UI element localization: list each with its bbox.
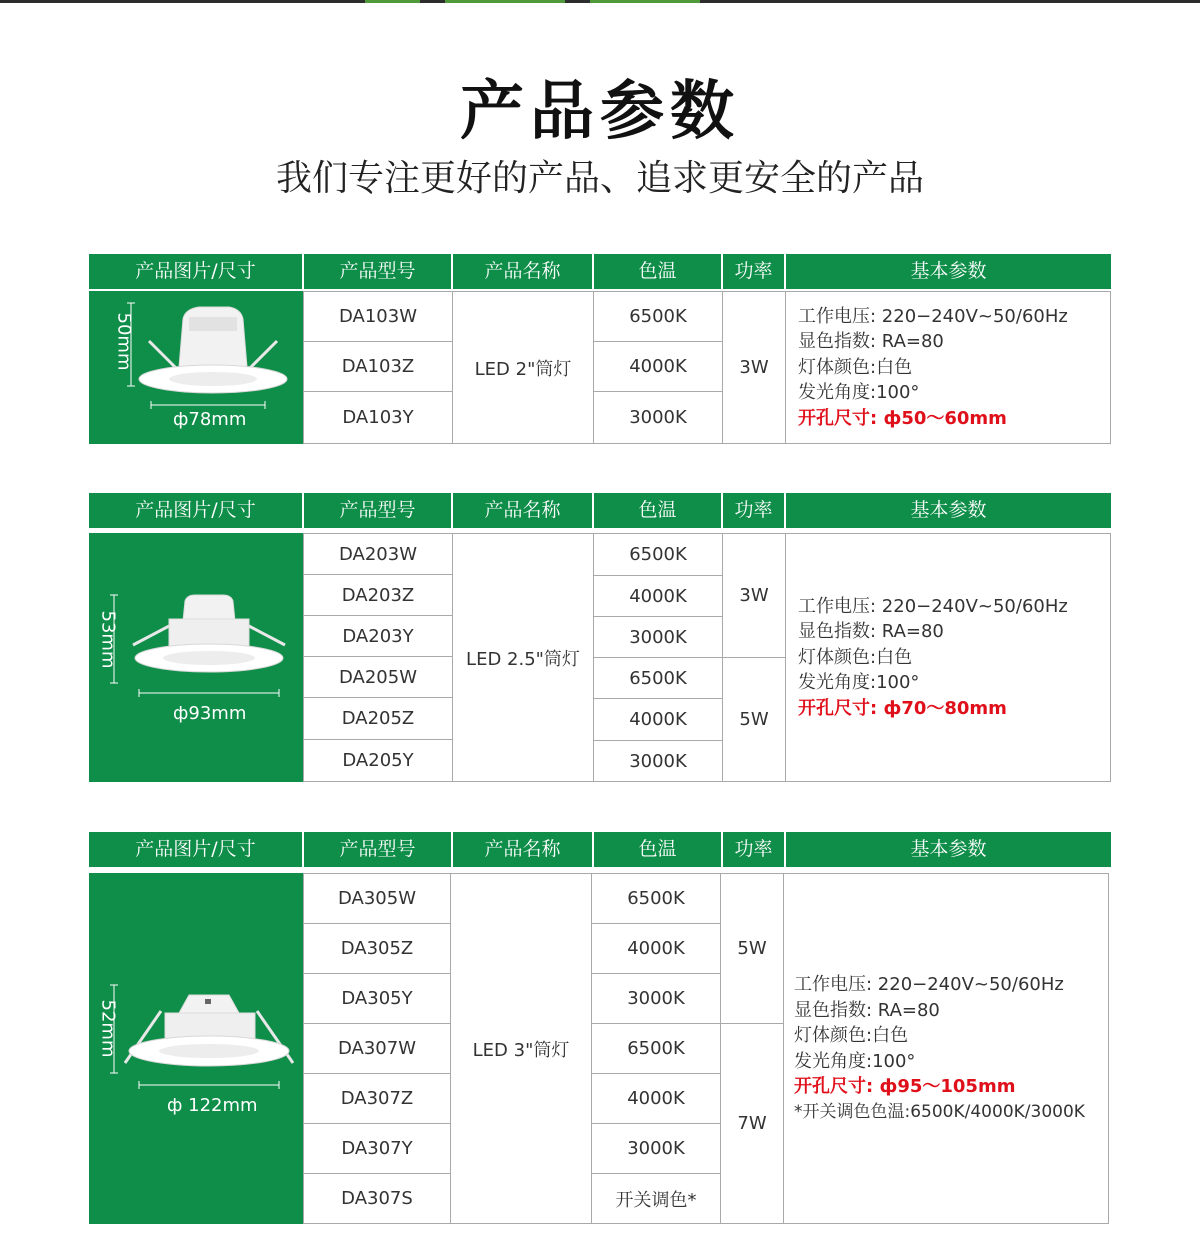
param-beam-angle: 发光角度:100° [794, 1050, 916, 1072]
params-cell [783, 873, 1109, 1224]
color-temp-cell: 3000K [591, 1123, 721, 1174]
param-cutout: 开孔尺寸: ф50～60mm [798, 407, 1007, 429]
leaf-decoration [365, 0, 420, 3]
product-image-cell [89, 533, 303, 782]
header-color-temp: 色温 [594, 832, 721, 867]
color-temp-cell: 开关调色* [591, 1173, 721, 1224]
header-model: 产品型号 [304, 832, 451, 867]
param-voltage: 工作电压: 220−240V~50/60Hz [798, 305, 1068, 327]
param-beam-angle: 发光角度:100° [798, 672, 920, 694]
params-cell [785, 533, 1111, 782]
power-cell: 5W [722, 657, 786, 782]
height-label: 52mm [97, 999, 119, 1058]
param-cutout: 开孔尺寸: ф70～80mm [798, 697, 1007, 719]
table-header [89, 832, 1111, 867]
model-cell: DA305Y [303, 973, 451, 1024]
leaf-decoration [445, 0, 565, 3]
diameter-label: ф78mm [173, 409, 247, 430]
color-temp-cell: 4000K [593, 698, 723, 741]
product-table-2 [89, 533, 1111, 782]
power-cell: 7W [720, 1023, 784, 1224]
header-image-size: 产品图片/尺寸 [89, 254, 302, 289]
height-label: 53mm [97, 610, 119, 669]
leaf-decoration [590, 0, 700, 3]
header-image-size: 产品图片/尺寸 [89, 493, 302, 528]
page-subtitle: 我们专注更好的产品、追求更安全的产品 [275, 158, 924, 199]
param-beam-angle: 发光角度:100° [798, 382, 920, 404]
product-image-cell [89, 291, 303, 444]
header-color-temp: 色温 [594, 254, 721, 289]
param-cri: 显色指数: RA=80 [798, 331, 944, 353]
color-temp-cell: 6500K [593, 291, 723, 342]
model-cell: DA103W [303, 291, 453, 342]
table-header [89, 254, 1111, 289]
product-image-cell [89, 873, 303, 1224]
color-temp-cell: 4000K [593, 341, 723, 392]
model-cell: DA307W [303, 1023, 451, 1074]
product-name-cell: LED 3"筒灯 [450, 873, 592, 1224]
header-model: 产品型号 [304, 254, 451, 289]
header-image-size: 产品图片/尺寸 [89, 832, 302, 867]
color-temp-cell: 6500K [593, 533, 723, 576]
header-model: 产品型号 [304, 493, 451, 528]
param-cri: 显色指数: RA=80 [794, 999, 940, 1021]
model-cell: DA305Z [303, 923, 451, 974]
model-cell: DA205W [303, 656, 453, 698]
color-temp-cell: 4000K [591, 1073, 721, 1124]
diameter-label: ф93mm [173, 703, 247, 724]
header-params: 基本参数 [786, 832, 1111, 867]
product-name-cell: LED 2.5"筒灯 [452, 533, 594, 782]
param-cutout: 开孔尺寸: ф95～105mm [794, 1076, 1016, 1097]
color-temp-cell: 4000K [593, 575, 723, 617]
header-name: 产品名称 [453, 493, 592, 528]
color-temp-cell: 4000K [591, 923, 721, 974]
model-cell: DA305W [303, 873, 451, 924]
color-temp-cell: 6500K [591, 873, 721, 924]
color-temp-cell: 6500K [593, 657, 723, 699]
param-voltage: 工作电压: 220−240V~50/60Hz [794, 974, 1064, 995]
header-params: 基本参数 [786, 254, 1111, 289]
header-power: 功率 [723, 493, 784, 528]
model-cell: DA205Z [303, 697, 453, 740]
top-bar [0, 0, 1200, 3]
model-cell: DA203W [303, 533, 453, 575]
product-table-1 [89, 291, 1111, 444]
header-params: 基本参数 [786, 493, 1111, 528]
table-header [89, 493, 1111, 528]
model-cell: DA203Z [303, 574, 453, 616]
model-cell: DA307Y [303, 1123, 451, 1174]
diameter-label: ф 122mm [167, 1095, 258, 1116]
power-cell: 3W [722, 291, 786, 444]
product-table-3 [89, 873, 1111, 1224]
header-power: 功率 [723, 254, 784, 289]
color-temp-cell: 3000K [591, 973, 721, 1024]
param-body-color: 灯体颜色:白色 [798, 646, 913, 668]
model-cell: DA103Z [303, 341, 453, 392]
header-name: 产品名称 [453, 832, 592, 867]
model-cell: DA203Y [303, 615, 453, 657]
params-cell [785, 291, 1111, 444]
param-voltage: 工作电压: 220−240V~50/60Hz [798, 595, 1068, 617]
power-cell: 5W [720, 873, 784, 1024]
product-name-cell: LED 2"筒灯 [452, 291, 594, 444]
header-power: 功率 [723, 832, 784, 867]
header-name: 产品名称 [453, 254, 592, 289]
color-temp-cell: 3000K [593, 740, 723, 782]
color-temp-cell: 3000K [593, 616, 723, 658]
color-temp-cell: 6500K [591, 1023, 721, 1074]
downlight-icon [89, 873, 303, 1224]
color-temp-cell: 3000K [593, 391, 723, 444]
page-title: 产品参数 [460, 75, 740, 149]
downlight-icon [89, 533, 303, 782]
header-color-temp: 色温 [594, 493, 721, 528]
height-label: 50mm [113, 312, 135, 371]
model-cell: DA103Y [303, 391, 453, 444]
power-cell: 3W [722, 533, 786, 658]
model-cell: DA307Z [303, 1073, 451, 1124]
param-body-color: 灯体颜色:白色 [794, 1025, 909, 1046]
param-body-color: 灯体颜色:白色 [798, 356, 913, 378]
model-cell: DA205Y [303, 739, 453, 782]
param-cri: 显色指数: RA=80 [798, 621, 944, 643]
param-note: *开关调色色温:6500K/4000K/3000K [794, 1101, 1085, 1122]
model-cell: DA307S [303, 1173, 451, 1224]
